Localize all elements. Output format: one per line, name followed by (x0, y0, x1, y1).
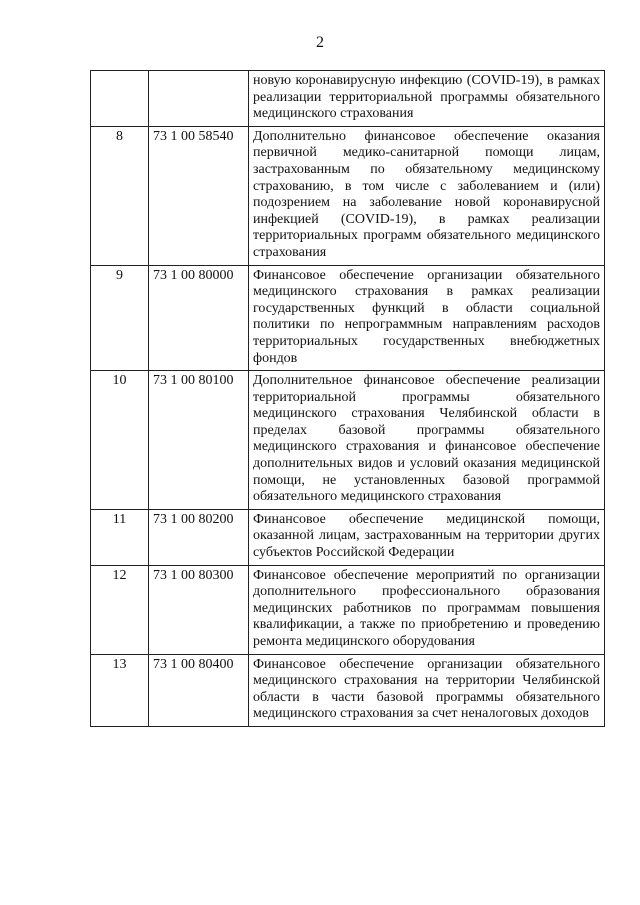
table-row (91, 71, 605, 127)
budget-code-cell: 73 1 00 80400 (149, 654, 249, 726)
row-number-cell: 8 (91, 126, 149, 265)
table-row (91, 565, 605, 654)
budget-code-cell: 73 1 00 80000 (149, 265, 249, 371)
page-number: 2 (316, 34, 324, 51)
row-number-cell: 13 (91, 654, 149, 726)
budget-code-cell: 73 1 00 80100 (149, 371, 249, 510)
row-number-cell: 11 (91, 509, 149, 565)
budget-code-cell (149, 71, 249, 127)
row-number-cell: 12 (91, 565, 149, 654)
budget-code-cell: 73 1 00 58540 (149, 126, 249, 265)
description-cell: Дополнительное финансовое обеспечение реализации территориальной программы обязательного медицинского страхования Челябинской области в пределах базовой программы обязательного медицинского страхования и финансовое обеспечение дополнительных видов и условий оказания медицинской помощи, не установленных базовой программой обязательного медицинского страхования (249, 371, 605, 510)
budget-code-cell: 73 1 00 80300 (149, 565, 249, 654)
table-row (91, 265, 605, 371)
description-cell: новую коронавирусную инфекцию (COVID-19), в рамках реализации территориальной программы обязательного медицинского страхования (249, 71, 605, 127)
row-number-cell: 9 (91, 265, 149, 371)
description-cell: Финансовое обеспечение организации обязательного медицинского страхования в рамках реализации государственных функций в области социальной политики по непрограммным направлениям расходов территориальных государственных внебюджетных фондов (249, 265, 605, 371)
budget-code-cell: 73 1 00 80200 (149, 509, 249, 565)
table-row (91, 654, 605, 726)
row-number-cell (91, 71, 149, 127)
description-cell: Финансовое обеспечение организации обязательного медицинского страхования на территории Челябинской области в части базовой программы обязательного медицинского страхования за счет неналоговых доходов (249, 654, 605, 726)
table-row (91, 509, 605, 565)
table-row (91, 371, 605, 510)
table-row (91, 126, 605, 265)
budget-classification-table (90, 70, 605, 727)
description-cell: Финансовое обеспечение медицинской помощи, оказанной лицам, застрахованным на территории других субъектов Российской Федерации (249, 509, 605, 565)
description-cell: Дополнительно финансовое обеспечение оказания первичной медико-санитарной помощи лицам, застрахованным по обязательному медицинскому страхованию, в том числе с заболеванием и (или) подозрением на заболевание новой коронавирусной инфекцией (COVID-19), в рамках реализации территориальных программ обязательного медицинского страхования (249, 126, 605, 265)
description-cell: Финансовое обеспечение мероприятий по организации дополнительного профессионального образования медицинских работников по программам повышения квалификации, а также по приобретению и проведению ремонта медицинского оборудования (249, 565, 605, 654)
row-number-cell: 10 (91, 371, 149, 510)
